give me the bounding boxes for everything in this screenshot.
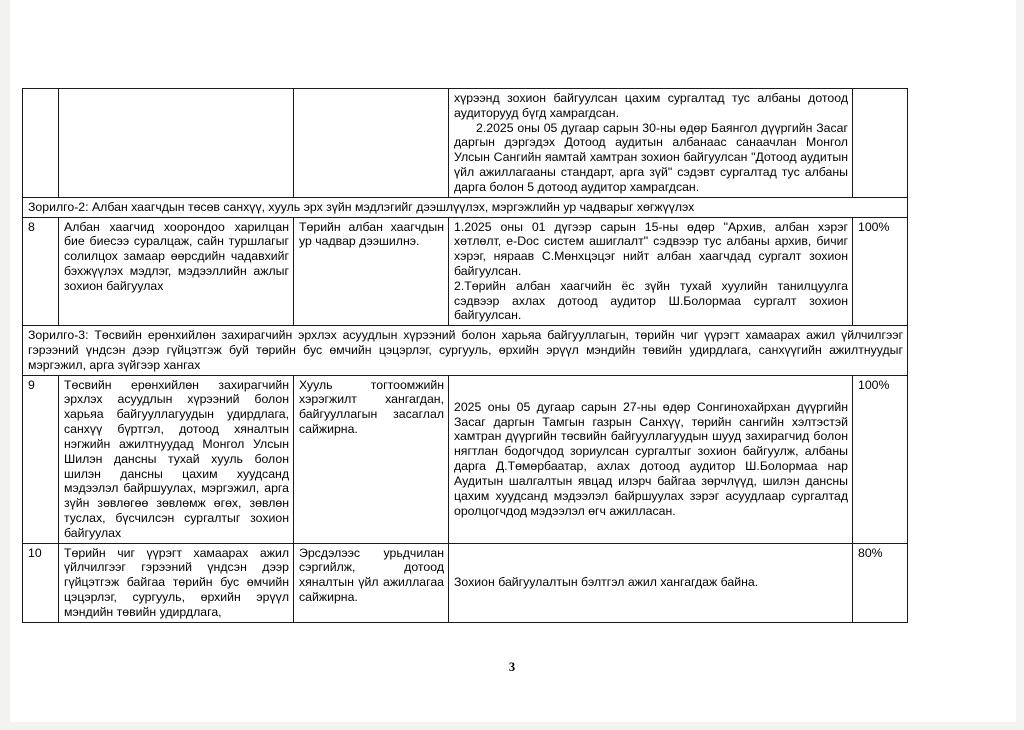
activity-cell: Төрийн чиг үүрэгт хамаарах ажил үйлчилгээг гэрээний үндсэн дээр гүйцэтгэж байгаа төрийн бус өмчийн цэцэрлэг, сургууль, өрхийн эрүүл мэндийн төвийн удирдлага, bbox=[59, 543, 294, 622]
result-paragraph: 2025 оны 05 дугаар сарын 27-ны өдөр Сонгинохайрхан дүүргийн Засаг даргын Тамгын газрын Санхүү, төрийн сангийн хэлтэстэй хамтран дүүргийн төсвийн байгууллагуудын шууд захирагчид болон нягтлан бодогчдод зориулсан сургалтыг зохион байгуулж, албаны дарга Д.Төмөрбаатар, ахлах дотоод аудитор Ш.Болормаа нар Аудитын шалгалтын явцад илэрч байгаа зөрчлүүд, шилэн дансны цахим хуудсанд мэдээлэл байршуулах зэрэг асуудлаар сургалтад оролцогчдод мэдээлэл өгч ажилласан. bbox=[454, 399, 848, 518]
row-number-cell: 8 bbox=[23, 217, 59, 326]
percent-cell bbox=[853, 89, 908, 198]
page-edge-left bbox=[0, 0, 10, 730]
result-paragraph: хүрээнд зохион байгуулсан цахим сургалтад тус албаны дотоод аудиторууд бүгд хамрагдсан. bbox=[454, 91, 848, 120]
result-cell bbox=[449, 543, 853, 622]
percent-cell: 100% bbox=[853, 375, 908, 543]
activity-cell: Албан хаагчид хоорондоо харилцан бие биесээ суралцаж, сайн туршлагыг солилцох замаар өөрсдийн чадавхийг бэхжүүлэх мэдлэг, мэдээллийн ажлыг зохион байгуулах bbox=[59, 217, 294, 326]
result-cell bbox=[449, 375, 853, 543]
percent-cell: 100% bbox=[853, 217, 908, 326]
result-cell bbox=[449, 217, 853, 326]
result-paragraph: 2.Төрийн албан хаагчийн ёс зүйн тухай хуулийн танилцуулга сэдвээр ахлах дотоод аудитор Ш.Болормаа сургалт зохион байгуулсан. bbox=[454, 278, 848, 323]
result-paragraph: 1.2025 оны 01 дүгээр сарын 15-ны өдөр "Архив, албан хэрэг хөтлөлт, e-Doc систем ашиглалт" сэдвээр тус албаны архив, бичиг хэрэг, няраав С.Мөнхцэцэг нийт албан хаагчдад сургалт зохион байгуулсан. bbox=[454, 219, 848, 278]
indicator-cell: Эрсдэлээс урьдчилан сэргийлж, дотоод хяналтын үйл ажиллагаа сайжирна. bbox=[294, 543, 449, 622]
indicator-cell: Хууль тогтоомжийн хэрэгжилт хангагдан, байгууллагын засаглал сайжирна. bbox=[294, 375, 449, 543]
report-table bbox=[22, 88, 908, 623]
indicator-cell: Төрийн албан хаагчдын ур чадвар дээшилнэ. bbox=[294, 217, 449, 326]
result-cell bbox=[449, 89, 853, 198]
table-row bbox=[23, 543, 908, 622]
activity-cell bbox=[59, 89, 294, 198]
row-number-cell bbox=[23, 89, 59, 198]
table-row-goal bbox=[23, 197, 908, 217]
goal-heading: Зорилго-2: Албан хаагчдын төсөв санхүү, хууль эрх зүйн мэдлэгийг дээшлүүлэх, мэргэжлийн ур чадварыг хөгжүүлэх bbox=[23, 197, 908, 217]
table-row bbox=[23, 217, 908, 326]
indicator-cell bbox=[294, 89, 449, 198]
page-edge-right bbox=[1016, 0, 1024, 730]
result-paragraph: Зохион байгуулалтын бэлтгэл ажил хангагдаж байна. bbox=[454, 575, 759, 590]
table-row bbox=[23, 89, 908, 198]
page-edge-bottom bbox=[0, 722, 1024, 730]
result-paragraph: 2.2025 оны 05 дугаар сарын 30-ны өдөр Баянгол дүүргийн Засаг даргын дэргэдэх Дотоод аудитын албанаас санаачлан Монгол Улсын Сангийн яамтай хамтран зохион байгуулсан "Дотоод аудитын үйл ажиллагааны стандарт, арга зүй" сэдэвт сургалтад тус албаны дарга болон 5 дотоод аудитор хамрагдсан. bbox=[454, 120, 848, 194]
row-number-cell: 10 bbox=[23, 543, 59, 622]
page-number: 3 bbox=[508, 660, 516, 674]
table-row-goal bbox=[23, 326, 908, 375]
percent-cell: 80% bbox=[853, 543, 908, 622]
activity-cell: Төсвийн ерөнхийлөн захирагчийн эрхлэх асуудлын хүрээний болон харьяа байгууллагуудын удирдлага, санхүү бүртгэл, дотоод хяналтын нэгжийн ажилтнуудад Монгол Улсын Шилэн дансны тухай хууль болон шилэн дансны цахим хуудсанд мэдээлэл байршуулах, мэргэжил, арга зүйн зөвлөгөө зөвлөмж өгөх, зөвлөн туслах, бүсчилсэн сургалтыг зохион байгуулах bbox=[59, 375, 294, 543]
goal-heading: Зорилго-3: Төсвийн ерөнхийлөн захирагчийн эрхлэх асуудлын хүрээний болон харьяа байгууллагын, төрийн чиг үүрэгт хамаарах ажил үйлчилгээг гэрээний үндсэн дээр гүйцэтгэж буй төрийн бус өмчийн цэцэрлэг, сургууль, өрхийн эрүүл мэндийн төвийн удирдлага, санхүүгийн ажилтнуудыг мэргэжил, арга зүйгээр хангах bbox=[23, 326, 908, 375]
table-row bbox=[23, 375, 908, 543]
row-number-cell: 9 bbox=[23, 375, 59, 543]
